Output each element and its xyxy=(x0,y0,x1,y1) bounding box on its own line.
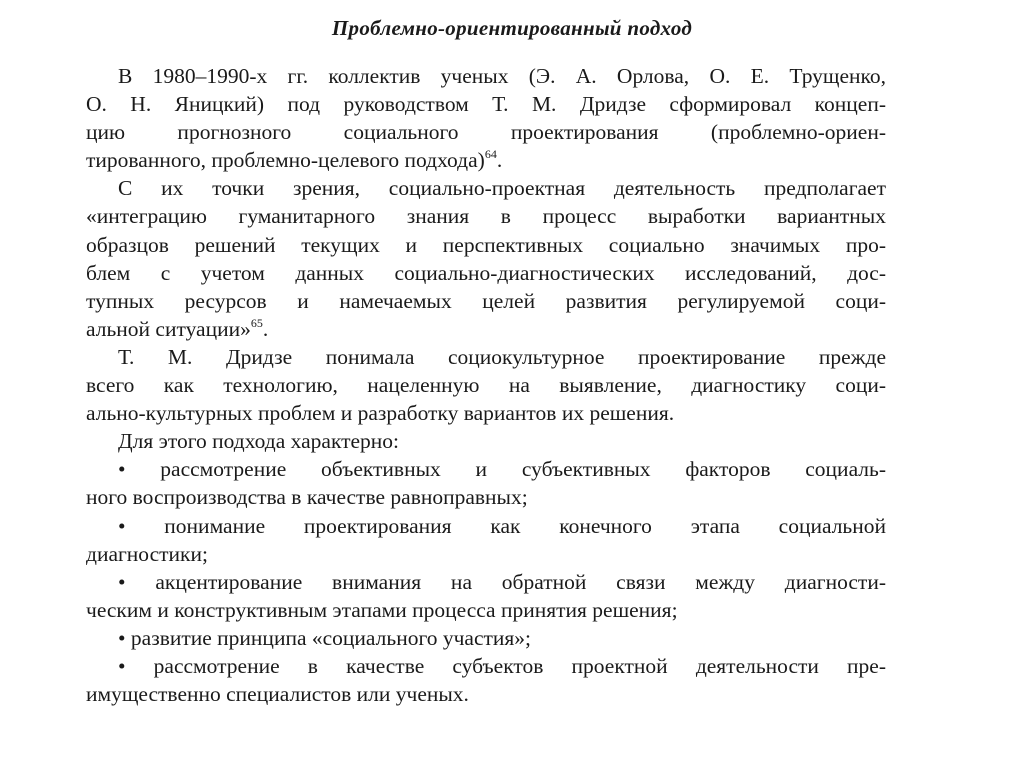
line-text: имущественно специалистов или ученых. xyxy=(86,682,469,707)
line-text: Т. М. Дридзе понимала социокультурное проектирование прежде xyxy=(118,344,886,369)
text-line xyxy=(86,652,886,680)
text-line xyxy=(86,540,886,568)
line-text: • рассмотрение в качестве субъектов проектной деятельности пре- xyxy=(118,653,886,678)
text-line xyxy=(86,315,886,343)
text-line xyxy=(86,483,886,511)
line-text: всего как технологию, нацеленную на выявление, диагностику соци- xyxy=(86,373,886,398)
text-line xyxy=(86,399,886,427)
line-text: «интеграцию гуманитарного знания в процесс выработки вариантных xyxy=(86,204,886,229)
line-text: Для этого подхода характерно: xyxy=(118,429,400,454)
line-text: тированного, проблемно-целевого подхода) xyxy=(86,148,485,173)
line-text: образцов решений текущих и перспективных социально значимых про- xyxy=(86,232,886,257)
text-line xyxy=(86,62,886,90)
text-line xyxy=(86,568,886,596)
line-text: тупных ресурсов и намечаемых целей развития регулируемой соци- xyxy=(86,288,886,313)
line-text: • развитие принципа «социального участия»; xyxy=(118,625,532,650)
text-line xyxy=(86,680,886,708)
line-text: ного воспроизводства в качестве равноправных; xyxy=(86,485,528,510)
text-line xyxy=(86,343,886,371)
text-line xyxy=(86,512,886,540)
line-text: • акцентирование внимания на обратной связи между диагности- xyxy=(118,569,886,594)
line-text: ально-культурных проблем и разработку вариантов их решения. xyxy=(86,401,675,426)
text-line xyxy=(86,624,886,652)
line-text: ческим и конструктивным этапами процесса принятия решения; xyxy=(86,597,678,622)
text-line xyxy=(86,231,886,259)
line-text: альной ситуации» xyxy=(86,316,251,341)
text-line xyxy=(86,455,886,483)
line-text: О. Н. Яницкий) под руководством Т. М. Дридзе сформировал концеп- xyxy=(86,92,886,117)
text-line xyxy=(86,146,886,174)
text-line xyxy=(86,259,886,287)
text-line xyxy=(86,202,886,230)
footnote-ref: 65 xyxy=(250,315,263,330)
line-text: В 1980–1990-х гг. коллектив ученых (Э. А. Орлова, О. Е. Трущенко, xyxy=(118,64,886,88)
line-text: диагностики; xyxy=(86,541,208,566)
text-line xyxy=(86,371,886,399)
line-text: • понимание проектирования как конечного этапа социальной xyxy=(118,513,886,538)
text-line xyxy=(86,287,886,315)
line-text: цию прогнозного социального проектирования (проблемно-ориен- xyxy=(86,120,886,145)
document-body xyxy=(86,62,886,708)
line-text: блем с учетом данных социально-диагностических исследований, дос- xyxy=(86,260,886,285)
text-line xyxy=(86,90,886,118)
line-punctuation: . xyxy=(496,148,503,173)
line-punctuation: . xyxy=(262,316,269,341)
text-line xyxy=(86,174,886,202)
page-title: Проблемно-ориентированный подход xyxy=(331,16,693,40)
text-line xyxy=(86,596,886,624)
text-line xyxy=(86,118,886,146)
line-text: С их точки зрения, социально-проектная деятельность предполагает xyxy=(118,176,886,201)
text-line xyxy=(86,427,886,455)
footnote-ref: 64 xyxy=(484,147,497,162)
line-text: • рассмотрение объективных и субъективных факторов социаль- xyxy=(118,457,886,482)
